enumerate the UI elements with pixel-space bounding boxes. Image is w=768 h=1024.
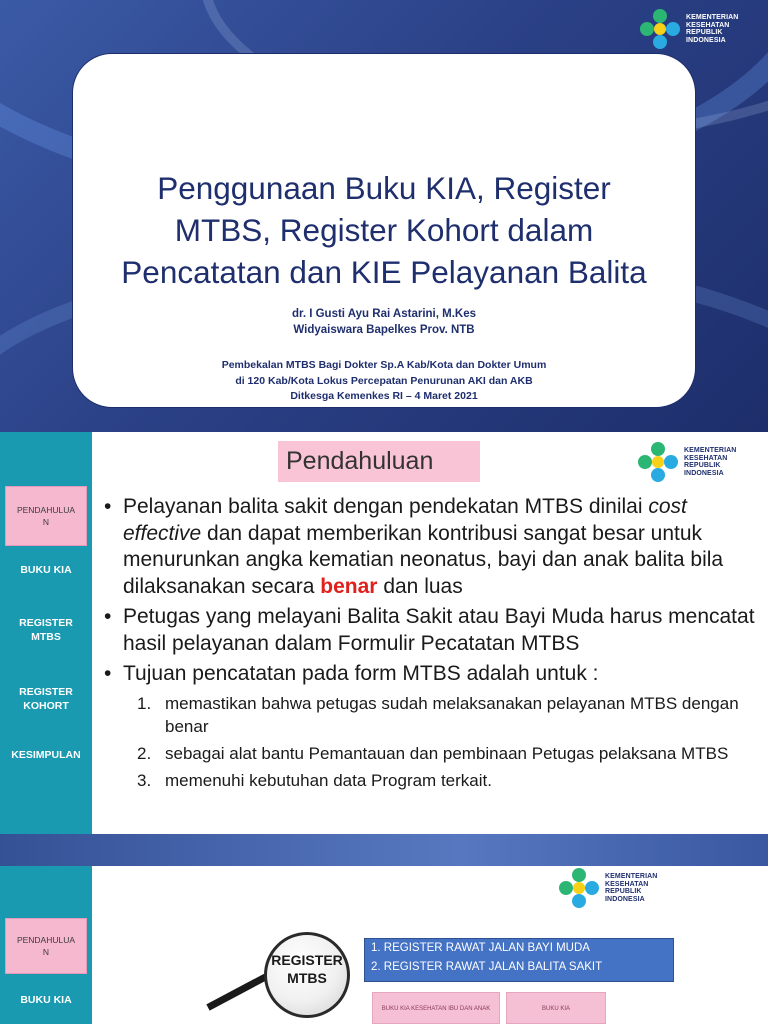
bullet-item: • Petugas yang melayani Balita Sakit atau Bayi Muda harus mencatat hasil pelayanan dalam Formulir Pecatatan MTBS <box>104 604 760 657</box>
register-item: 2. REGISTER RAWAT JALAN BALITA SAKIT <box>371 961 603 973</box>
title-card <box>72 53 696 408</box>
slide-heading: Pendahuluan <box>278 441 480 482</box>
sidebar-item-pendahuluan[interactable]: PENDAHULUA N <box>5 918 87 974</box>
logo-wordmark: KEMENTERIAN KESEHATAN REPUBLIK INDONESIA <box>686 14 739 44</box>
section-sidebar <box>0 866 92 1024</box>
author-info <box>73 306 695 338</box>
slide-content <box>104 494 760 796</box>
sidebar-item-buku-kia[interactable]: BUKU KIA <box>20 564 72 576</box>
author-role: Widyaiswara Bapelkes Prov. NTB <box>293 324 475 336</box>
sidebar-item-register-kohort[interactable]: REGISTER KOHORT <box>19 686 73 712</box>
bullet-item: • Pelayanan balita sakit dengan pendekatan MTBS dinilai cost effective dan dapat memberikan kontribusi sangat besar untuk menurunkan angka kematian neonatus, bayi dan anak balita bila dilaksanakan secara benar dan luas <box>104 494 760 600</box>
section-sidebar <box>0 432 92 834</box>
register-mtbs-circle: REGISTER MTBS <box>264 932 350 1018</box>
logo-wordmark: KEMENTERIAN KESEHATAN REPUBLIK INDONESIA <box>605 873 658 903</box>
kemenkes-logo-icon <box>638 7 682 51</box>
bullet-item: • Tujuan pencatatan pada form MTBS adalah untuk : <box>104 661 760 688</box>
kemenkes-logo-icon <box>557 866 601 910</box>
numbered-list <box>137 692 760 792</box>
list-item: 3. memenuhi kebutuhan data Program terkait. <box>137 770 492 790</box>
list-item: 1. memastikan bahwa petugas sudah melaksanakan pelayanan MTBS dengan benar <box>137 693 739 736</box>
emphasis-text: benar <box>320 574 378 598</box>
buku-kia-thumbnail: BUKU KIA KESEHATAN IBU DAN ANAK <box>372 992 500 1024</box>
kemenkes-logo-icon <box>636 440 680 484</box>
kemenkes-logo <box>557 866 657 910</box>
buku-kia-thumbnail: BUKU KIA <box>506 992 606 1024</box>
header-band <box>0 834 768 866</box>
presentation-title: Penggunaan Buku KIA, Register MTBS, Register Kohort dalam Pencatatan dan KIE Pelayanan Balita <box>121 170 647 290</box>
event-info: Pembekalan MTBS Bagi Dokter Sp.A Kab/Kota dan Dokter Umum di 120 Kab/Kota Lokus Percepatan Penurunan AKI dan AKB Ditkesga Kemenkes RI – 4 Maret 2021 <box>221 359 547 402</box>
kemenkes-logo <box>638 7 738 51</box>
sidebar-item-pendahuluan[interactable]: PENDAHULUA N <box>5 486 87 546</box>
list-item: 2. sebagai alat bantu Pemantauan dan pembinaan Petugas pelaksana MTBS <box>137 743 729 763</box>
logo-wordmark: KEMENTERIAN KESEHATAN REPUBLIK INDONESIA <box>684 447 737 477</box>
sidebar-item-register-mtbs[interactable]: REGISTER MTBS <box>19 617 73 643</box>
sidebar-item-kesimpulan[interactable]: KESIMPULAN <box>11 749 81 761</box>
kemenkes-logo <box>636 440 736 484</box>
sidebar-item-buku-kia[interactable]: BUKU KIA <box>20 994 72 1006</box>
pendahuluan-slide <box>0 432 768 834</box>
author-name: dr. I Gusti Ayu Rai Astarini, M.Kes <box>291 308 477 320</box>
title-slide <box>0 0 768 432</box>
register-list-box <box>364 938 674 982</box>
register-item: 1. REGISTER RAWAT JALAN BAYI MUDA <box>371 942 590 954</box>
